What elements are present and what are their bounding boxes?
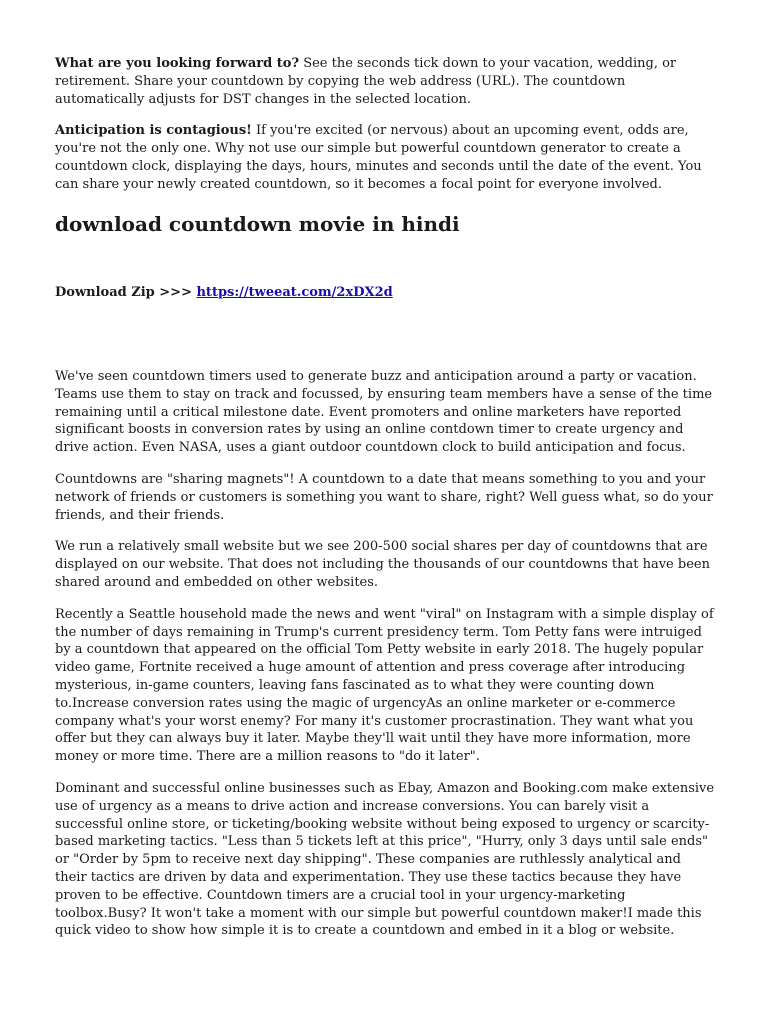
intro-text-1: See the seconds tick down to your vacation, wedding, or retirement. Share your countdown by copying the web address (URL). The countdown automatically adjusts for DST changes in the selected location. xyxy=(55,56,677,107)
document-page xyxy=(55,55,715,939)
body-paragraph-3: We run a relatively small website but we see 200-500 social shares per day of countdowns that are displayed on our website. That does not including the thousands of our countdowns that have been shared around and embedded on other websites. xyxy=(55,539,710,590)
download-label: Download Zip >>> xyxy=(55,285,197,300)
body-text xyxy=(55,368,715,940)
intro-text-2: If you're excited (or nervous) about an upcoming event, odds are, you're not the only one. Why not use our simple but powerful countdown generator to create a countdown clock, displaying the days, hours, minutes and seconds until the date of the event. You can share your newly created countdown, so it becomes a focal point for everyone involved. xyxy=(55,123,702,192)
intro-paragraph-1 xyxy=(55,55,715,108)
body-paragraph-5: Dominant and successful online businesses such as Ebay, Amazon and Booking.com make extensive use of urgency as a means to drive action and increase conversions. You can barely visit a successful online store, or ticketing/booking website without being exposed to urgency or scarcity-based marketing tactics. "Less than 5 tickets left at this price", "Hurry, only 3 days until sale ends" or "Order by 5pm to receive next day shipping". These companies are ruthlessly analytical and their tactics are driven by data and experimentation. They use these tactics because they have proven to be effective. Countdown timers are a crucial tool in your urgency-marketing toolbox.Busy? It won't take a moment with our simple but powerful countdown maker!I made this quick video to show how simple it is to create a countdown and embed in it a blog or website. xyxy=(55,780,715,939)
page-heading: download countdown movie in hindi xyxy=(55,212,460,236)
body-paragraph-2: Countdowns are "sharing magnets"! A countdown to a date that means something to you and your network of friends or customers is something you want to share, right? Well guess what, so do your friends, and their friends. xyxy=(55,471,713,523)
intro-lead-2: Anticipation is contagious! xyxy=(55,123,252,139)
intro-lead-1: What are you looking forward to? xyxy=(55,56,300,71)
body-paragraph-1: We've seen countdown timers used to generate buzz and anticipation around a party or vacation. Teams use them to stay on track and focussed, by ensuring team members have a sense of the time remaining until a critical milestone date. Event promoters and online marketers have reported significant boosts in conversion rates by using an online contdown timer to create urgency and drive action. Even NASA, uses a giant outdoor countdown clock to build anticipation and focus. xyxy=(55,369,713,456)
download-line xyxy=(55,284,393,302)
body-paragraph-4: Recently a Seattle household made the news and went "viral" on Instagram with a simple display of the number of days remaining in Trump's current presidency term. Tom Petty fans were intruiged by a countdown that appeared on the official Tom Petty website in early 2018. The hugely popular video game, Fortnite received a huge amount of attention and press coverage after introducing mysterious, in-game counters, leaving fans fascinated as to what they were counting down to.Increase conversion rates using the magic of urgencyAs an online marketer or e-commerce company what's your worst enemy? For many it's customer procrastination. They want what you offer but they can always buy it later. Maybe they'll wait until they have more information, more money or more time. There are a million reasons to "do it later". xyxy=(55,606,714,765)
intro-paragraph-2 xyxy=(55,122,715,193)
download-link[interactable]: https://tweeat.com/2xDX2d xyxy=(196,285,393,300)
